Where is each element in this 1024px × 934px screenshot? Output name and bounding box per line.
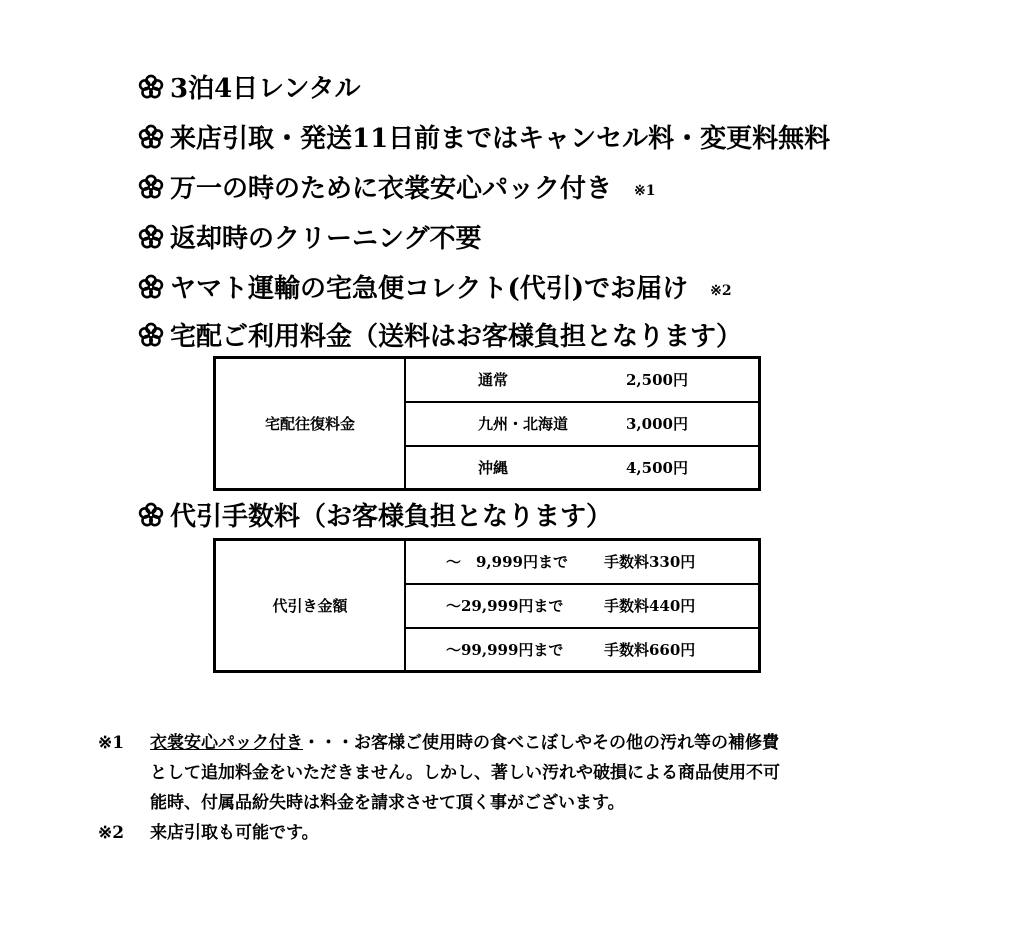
- bullet-cancellation: [138, 122, 830, 156]
- table-row: [405, 628, 760, 672]
- table-row: [405, 584, 760, 628]
- region: 九州・北海道: [478, 415, 569, 433]
- amount-range: ～99,999円まで: [446, 640, 564, 659]
- footnote-1-line-3: [98, 788, 780, 818]
- bullet-shipping-fee: [138, 320, 742, 354]
- footnote-mark: ※1: [98, 733, 125, 753]
- bullet-cleaning: [138, 222, 481, 256]
- bullet-text: ヤマト運輸の宅急便コレクト(代引)でお届け: [170, 274, 689, 304]
- bullet-safety-pack: [138, 172, 656, 208]
- footnote-text: ・・・お客様ご使用時の食べこぼしやその他の汚れ等の補修費: [303, 733, 779, 753]
- flower-icon: [138, 502, 164, 528]
- price: 2,500円: [626, 371, 688, 390]
- flower-icon: [138, 124, 164, 150]
- bullet-cod-fee: [138, 500, 612, 534]
- footnote-title: 衣裳安心パック付き: [150, 733, 303, 753]
- footnote-mark: ※2: [98, 823, 125, 843]
- price: 3,000円: [626, 415, 688, 433]
- footnote-text: 来店引取も可能です。: [150, 823, 319, 843]
- bullet-text: 返却時のクリーニング不要: [170, 224, 482, 254]
- amount-range: ～29,999円まで: [446, 597, 564, 615]
- region: 通常: [478, 371, 509, 390]
- footnote-1-line-2: [98, 758, 780, 788]
- flower-icon: [138, 74, 164, 100]
- footnote-2: [98, 818, 780, 848]
- shipping-fee-table: [213, 356, 761, 491]
- flower-icon: [138, 274, 164, 300]
- table-row: [405, 402, 760, 446]
- amount-range: ～ 9,999円まで: [446, 553, 568, 572]
- note-ref: ※1: [634, 183, 656, 199]
- bullet-text: 万一の時のために衣裳安心パック付き: [170, 174, 613, 204]
- table-row: [405, 446, 760, 490]
- footnote-text: として追加料金をいただきません。しかし、著しい汚れや破損による商品使用不可: [150, 763, 781, 783]
- flower-icon: [138, 224, 164, 250]
- table-header: 代引き金額: [215, 540, 406, 672]
- region: 沖縄: [478, 458, 509, 477]
- table-row: [405, 540, 760, 584]
- note-ref: ※2: [710, 283, 732, 299]
- bullet-delivery: [138, 272, 732, 308]
- bullet-text: 代引手数料（お客様負担となります）: [170, 502, 613, 532]
- bullet-text: 宅配ご利用料金（送料はお客様負担となります）: [170, 322, 743, 352]
- table-header: 宅配往復料金: [215, 358, 406, 490]
- fee: 手数料660円: [604, 640, 696, 659]
- footnote-text: 能時、付属品紛失時は料金を請求させて頂く事がございます。: [150, 793, 625, 813]
- price: 4,500円: [626, 458, 688, 477]
- footnote-1: [98, 728, 780, 758]
- bullet-rental-period: [138, 72, 361, 106]
- fee: 手数料440円: [604, 597, 696, 615]
- footnotes: [98, 728, 780, 848]
- table-row: [405, 358, 760, 402]
- fee: 手数料330円: [604, 553, 696, 572]
- flower-icon: [138, 174, 164, 200]
- flower-icon: [138, 322, 164, 348]
- bullet-text: 来店引取・発送11日前まではキャンセル料・変更料無料: [170, 124, 831, 154]
- bullet-text: 3泊4日レンタル: [170, 74, 361, 104]
- cod-fee-table: [213, 538, 761, 673]
